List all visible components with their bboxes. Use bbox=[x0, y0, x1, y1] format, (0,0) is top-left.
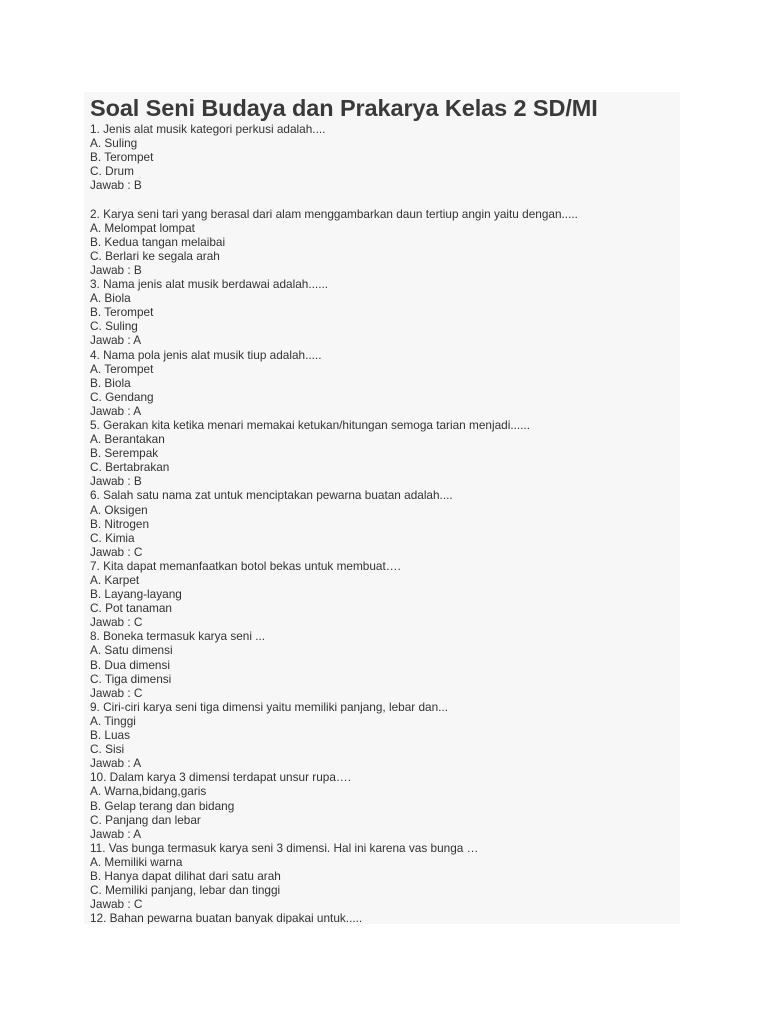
answer-key: Jawab : B bbox=[90, 262, 142, 277]
question-block bbox=[90, 911, 674, 924]
question-block bbox=[90, 488, 674, 558]
answer-key: Jawab : C bbox=[90, 897, 143, 912]
answer-option: C. Panjang dan lebar bbox=[90, 812, 201, 827]
answer-option: A. Warna,bidang,garis bbox=[90, 784, 207, 799]
question-prompt: 11. Vas bunga termasuk karya seni 3 dimensi. Hal ini karena vas bunga … bbox=[90, 840, 479, 855]
answer-option: A. Suling bbox=[90, 136, 138, 151]
question-block bbox=[90, 770, 674, 840]
answer-key: Jawab : B bbox=[90, 474, 142, 489]
answer-option: C. Bertabrakan bbox=[90, 460, 170, 475]
question-block bbox=[90, 700, 674, 770]
answer-option: C. Kimia bbox=[90, 530, 135, 545]
answer-option: C. Sisi bbox=[90, 742, 125, 757]
answer-option: B. Layang-layang bbox=[90, 587, 182, 602]
question-block bbox=[90, 122, 674, 192]
question-prompt: 8. Boneka termasuk karya seni ... bbox=[90, 629, 266, 644]
question-prompt: 5. Gerakan kita ketika menari memakai ketukan/hitungan semoga tarian menjadi...... bbox=[90, 417, 530, 432]
answer-option: C. Berlari ke segala arah bbox=[90, 248, 220, 263]
answer-option: B. Kedua tangan melaibai bbox=[90, 234, 226, 249]
answer-option: C. Tiga dimensi bbox=[90, 671, 172, 686]
question-list bbox=[90, 122, 674, 924]
answer-option: B. Terompet bbox=[90, 150, 154, 165]
question-block bbox=[90, 348, 674, 418]
answer-option: A. Melompat lompat bbox=[90, 220, 195, 235]
question-prompt: 3. Nama jenis alat musik berdawai adalah...... bbox=[90, 277, 329, 292]
answer-option: B. Dua dimensi bbox=[90, 657, 170, 672]
answer-key: Jawab : B bbox=[90, 178, 142, 193]
answer-key: Jawab : A bbox=[90, 756, 142, 771]
answer-key: Jawab : A bbox=[90, 826, 142, 841]
answer-option: B. Serempak bbox=[90, 446, 159, 461]
answer-option: A. Karpet bbox=[90, 573, 140, 587]
answer-option: C. Drum bbox=[90, 164, 134, 179]
document-page bbox=[84, 92, 680, 924]
document-title: Soal Seni Budaya dan Prakarya Kelas 2 SD/MI bbox=[90, 95, 598, 121]
answer-option: A. Terompet bbox=[90, 361, 154, 376]
question-block bbox=[90, 841, 674, 911]
document-content bbox=[90, 94, 674, 924]
answer-option: B. Biola bbox=[90, 375, 131, 390]
question-prompt: 10. Dalam karya 3 dimensi terdapat unsur rupa…. bbox=[90, 770, 351, 785]
answer-option: B. Terompet bbox=[90, 305, 154, 320]
question-block bbox=[90, 559, 674, 629]
question-prompt: 4. Nama pola jenis alat musik tiup adalah..... bbox=[90, 347, 322, 362]
answer-option: A. Berantakan bbox=[90, 432, 165, 447]
answer-option: B. Hanya dapat dilihat dari satu arah bbox=[90, 868, 281, 883]
answer-option: B. Gelap terang dan bidang bbox=[90, 798, 235, 813]
answer-key: Jawab : A bbox=[90, 333, 142, 348]
question-prompt: 2. Karya seni tari yang berasal dari alam menggambarkan daun tertiup angin yaitu dengan..... bbox=[90, 206, 578, 221]
answer-option: A. Tinggi bbox=[90, 713, 136, 728]
answer-option: C. Gendang bbox=[90, 389, 154, 404]
answer-key: Jawab : C bbox=[90, 544, 143, 559]
answer-option: A. Oksigen bbox=[90, 502, 148, 517]
question-block bbox=[90, 207, 674, 277]
answer-option: A. Memiliki warna bbox=[90, 854, 183, 869]
question-prompt: 1. Jenis alat musik kategori perkusi adalah.... bbox=[90, 122, 326, 136]
answer-key: Jawab : C bbox=[90, 685, 143, 700]
answer-option: B. Nitrogen bbox=[90, 516, 150, 531]
answer-option: A. Satu dimensi bbox=[90, 643, 173, 658]
answer-key: Jawab : A bbox=[90, 403, 142, 418]
question-block bbox=[90, 629, 674, 699]
blank-line bbox=[90, 192, 674, 206]
question-block bbox=[90, 418, 674, 488]
question-prompt: 6. Salah satu nama zat untuk menciptakan pewarna buatan adalah.... bbox=[90, 488, 453, 503]
answer-option: C. Memiliki panjang, lebar dan tinggi bbox=[90, 883, 281, 898]
answer-option: B. Luas bbox=[90, 728, 131, 743]
question-prompt: 12. Bahan pewarna buatan banyak dipakai untuk..... bbox=[90, 911, 363, 924]
answer-key: Jawab : C bbox=[90, 615, 143, 630]
answer-option: C. Suling bbox=[90, 319, 138, 334]
question-block bbox=[90, 277, 674, 347]
question-prompt: 7. Kita dapat memanfaatkan botol bekas untuk membuat…. bbox=[90, 558, 401, 573]
question-prompt: 9. Ciri-ciri karya seni tiga dimensi yaitu memiliki panjang, lebar dan... bbox=[90, 699, 448, 714]
answer-option: A. Biola bbox=[90, 291, 131, 306]
answer-option: C. Pot tanaman bbox=[90, 601, 172, 616]
